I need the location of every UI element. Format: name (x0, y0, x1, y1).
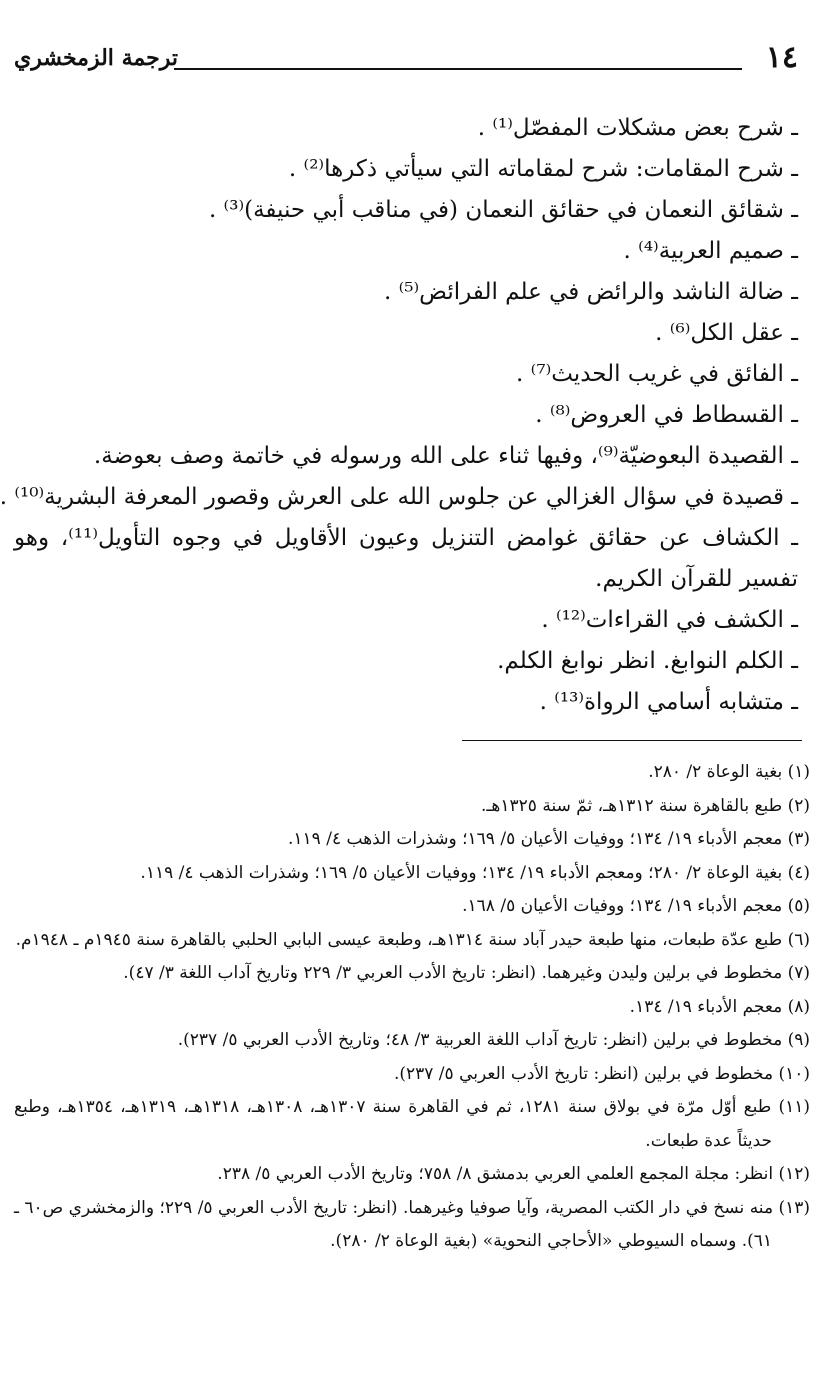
page-number: ١٤ (765, 40, 798, 75)
footnote: (١٠) مخطوط في برلين (انظر: تاريخ الأدب العربي ٥/ ٢٣٧). (393, 1063, 810, 1084)
footnote: (١) بغية الوعاة ٢/ ٢٨٠. (648, 762, 810, 782)
footnote: (١٣) منه نسخ في دار الكتب المصرية، وآيا صوفيا وغيرهما. (انظر: تاريخ الأدب العربي ٥/ ٢٢٩؛ والزمخشري ص٦٠ ـ ٦١). وسماه السيوطي «الأحاجي النحوية» (بغية الوعاة ٢/ ٢٨٠). (14, 1197, 810, 1251)
footnotes (14, 756, 810, 1259)
list-item: ـ قصيدة في سؤال الغزالي عن جلوس الله على العرش وقصور المعرفة البشرية⁽¹⁰⁾ . (0, 484, 798, 510)
footnote: (٦) طبع عدّة طبعات، منها طبعة حيدر آباد سنة ١٣١٤هـ، وطبعة عيسى البابي الحلبي بالقاهرة سنة ١٩٤٥م ـ ١٩٤٨م. (15, 929, 810, 950)
list-item: ـ القصيدة البعوضيّة⁽⁹⁾، وفيها ثناء على الله ورسوله في خاتمة وصف بعوضة. (93, 443, 798, 469)
list-item: ـ الكشف في القراءات⁽¹²⁾ . (541, 607, 798, 633)
list-item: ـ الكلم النوابغ. انظر نوابغ الكلم. (497, 648, 798, 674)
footnote: (١٢) انظر: مجلة المجمع العلمي العربي بدمشق ٨/ ٧٥٨؛ وتاريخ الأدب العربي ٥/ ٢٣٨. (217, 1164, 810, 1184)
list-item: ـ شرح بعض مشكلات المفصّل⁽¹⁾ . (477, 115, 798, 141)
footnote: (١١) طبع أوّل مرّة في بولاق سنة ١٢٨١، ثم في القاهرة سنة ١٣٠٧هـ، ١٣٠٨هـ، ١٣١٨هـ، ١٣١٩هـ، ١٣٥٤هـ، وطبع حديثاً عدة طبعات. (14, 1097, 810, 1151)
main-text (0, 108, 798, 723)
footnote: (٧) مخطوط في برلين وليدن وغيرهما. (انظر: تاريخ الأدب العربي ٣/ ٢٢٩ وتاريخ آداب اللغة ٣/ ٤٧). (123, 963, 810, 983)
header-rule (174, 68, 742, 70)
footnote: (٩) مخطوط في برلين (انظر: تاريخ آداب اللغة العربية ٣/ ٤٨؛ وتاريخ الأدب العربي ٥/ ٢٣٧). (177, 1030, 810, 1050)
list-item: ـ شرح المقامات: شرح لمقاماته التي سيأتي ذكرها⁽²⁾ . (288, 156, 798, 182)
list-item: ـ الفائق في غريب الحديث⁽⁷⁾ . (516, 361, 798, 387)
list-item: ـ شقائق النعمان في حقائق النعمان (في مناقب أبي حنيفة)⁽³⁾ . (208, 197, 798, 223)
page-header (14, 36, 798, 80)
footnote: (٢) طبع بالقاهرة سنة ١٣١٢هـ، ثمّ سنة ١٣٢٥هـ. (481, 795, 810, 816)
list-item: ـ عقل الكل⁽⁶⁾ . (655, 320, 798, 346)
footnote: (٨) معجم الأدباء ١٩/ ١٣٤. (629, 996, 810, 1017)
list-item: ـ القسطاط في العروض⁽⁸⁾ . (535, 402, 798, 428)
list-item: ـ صميم العربية⁽⁴⁾ . (623, 238, 798, 264)
list-item: ـ الكشاف عن حقائق غوامض التنزيل وعيون الأقاويل في وجوه التأويل⁽¹¹⁾، وهو تفسير للقرآن الكريم. (14, 525, 798, 592)
list-item: ـ ضالة الناشد والرائض في علم الفرائض⁽⁵⁾ . (383, 279, 798, 305)
footnote: (٤) بغية الوعاة ٢/ ٢٨٠؛ ومعجم الأدباء ١٩/ ١٣٤؛ ووفيات الأعيان ٥/ ١٦٩؛ وشذرات الذهب ٤/ ١١٩. (140, 862, 810, 883)
list-item: ـ متشابه أسامي الرواة⁽¹³⁾ . (539, 689, 798, 715)
running-title: ترجمة الزمخشري (14, 45, 178, 71)
footnote-separator (462, 740, 802, 741)
footnote: (٣) معجم الأدباء ١٩/ ١٣٤؛ ووفيات الأعيان ٥/ ١٦٩؛ وشذرات الذهب ٤/ ١١٩. (288, 829, 810, 849)
footnote: (٥) معجم الأدباء ١٩/ ١٣٤؛ ووفيات الأعيان ٥/ ١٦٨. (462, 896, 810, 916)
